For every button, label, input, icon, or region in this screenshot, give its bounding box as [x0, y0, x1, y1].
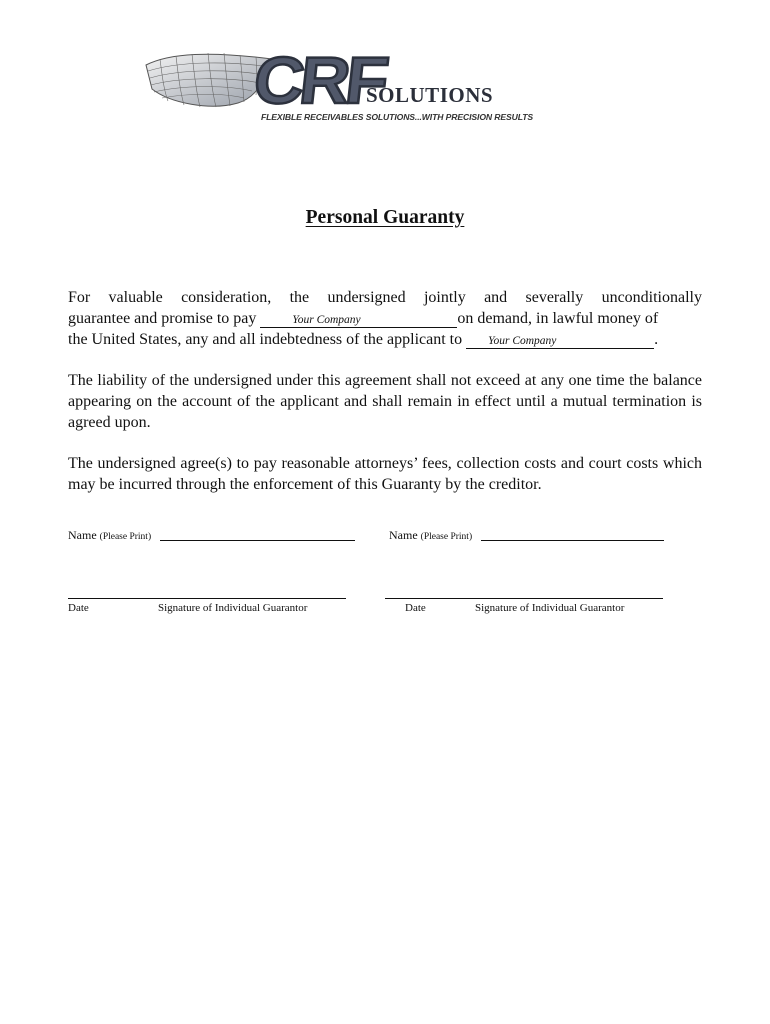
paragraph-fees: The undersigned agree(s) to pay reasonable attorneys’ fees, collection costs and court costs which may be incurred through the enforcement of this Guaranty by the creditor.: [68, 455, 702, 493]
text-fragment: guarantee and promise to pay: [68, 310, 261, 327]
date-label-right: Date: [405, 602, 426, 614]
text-fragment: .: [654, 331, 659, 348]
text-fragment: the United States, any and all indebtedness of the applicant to: [68, 331, 467, 348]
paragraph-line: [68, 308, 702, 329]
document-title: Personal Guaranty: [305, 207, 465, 228]
name-hint-text: (Please Print): [99, 532, 152, 542]
name-field-left[interactable]: [160, 540, 355, 541]
name-label-right: [389, 528, 472, 543]
name-field-right[interactable]: [481, 540, 664, 541]
text-fragment: on demand, in lawful money of: [457, 310, 659, 327]
paragraph-guarantee: [68, 287, 702, 350]
company-name-field-2[interactable]: Your Company: [466, 334, 654, 349]
name-label-text: Name: [68, 528, 97, 542]
logo-crf-letters: CRF: [250, 43, 389, 117]
name-label-text: Name: [389, 528, 418, 542]
paragraph-line: For valuable consideration, the undersigned jointly and severally unconditionally: [68, 289, 702, 306]
name-hint-text: (Please Print): [420, 532, 473, 542]
paragraph-liability: The liability of the undersigned under this agreement shall not exceed at any one time the balance appearing on the account of the applicant and shall remain in effect until a mutual termination is agreed upon.: [68, 372, 702, 431]
signature-line-left[interactable]: [68, 598, 346, 599]
signature-line-right[interactable]: [385, 598, 663, 599]
crf-solutions-logo: [140, 43, 534, 130]
paragraph-line: [68, 329, 702, 350]
logo-solutions-text: SOLUTIONS: [366, 83, 494, 107]
name-label-left: [68, 528, 151, 543]
signature-label-right: Signature of Individual Guarantor: [475, 602, 625, 614]
signature-label-left: Signature of Individual Guarantor: [158, 602, 308, 614]
company-name-field-1[interactable]: Your Company: [260, 313, 457, 328]
date-label-left: Date: [68, 602, 89, 614]
logo-tagline: FLEXIBLE RECEIVABLES SOLUTIONS...WITH PRECISION RESULTS: [261, 112, 534, 122]
